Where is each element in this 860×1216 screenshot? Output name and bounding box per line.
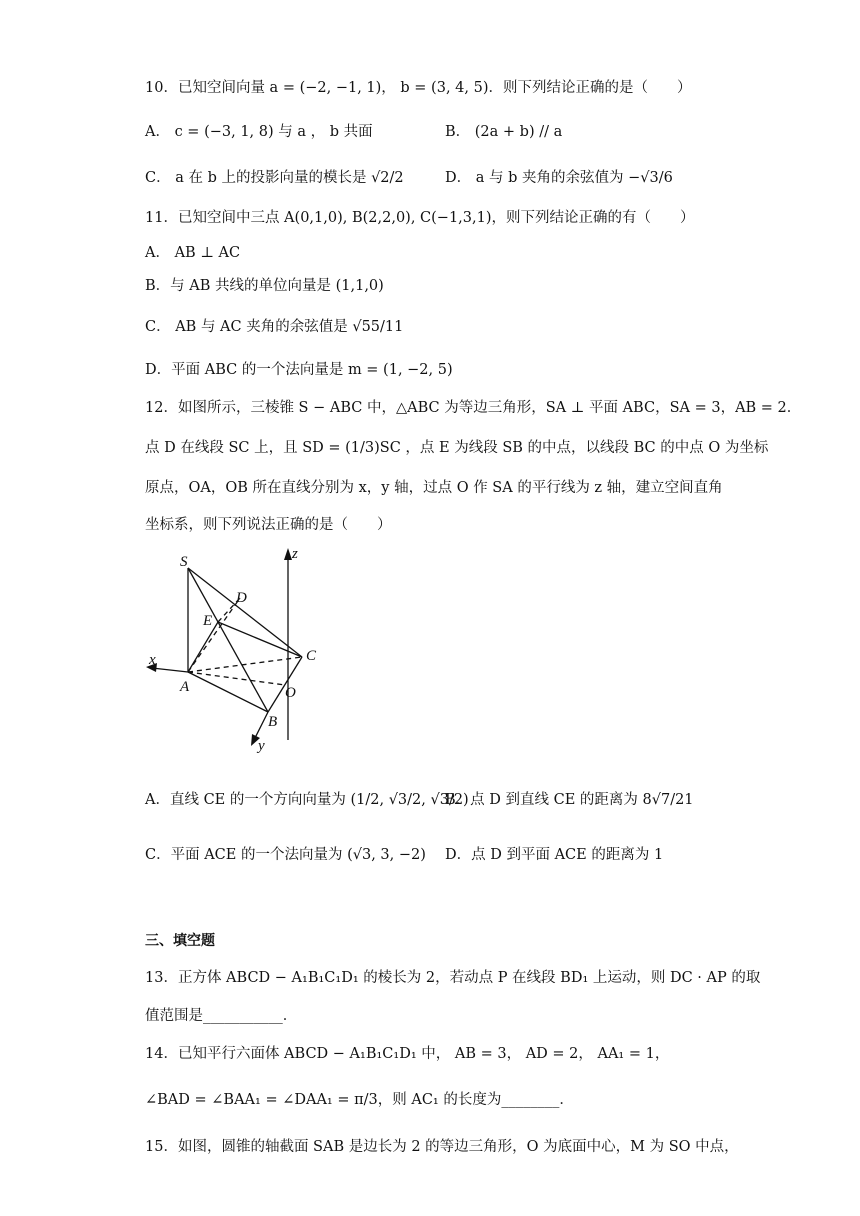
q10-option-d: D． a 与 b 夹角的余弦值为 −√3/6 xyxy=(445,170,673,186)
label-a: A xyxy=(180,679,190,695)
q12-option-c: C．平面 ACE 的一个法向量为 (√3, 3, −2) xyxy=(145,847,426,863)
label-z: z xyxy=(292,546,298,562)
q12-option-b: B．点 D 到直线 CE 的距离为 8√7/21 xyxy=(445,792,694,808)
q12-line-3: 原点，OA，OB 所在直线分别为 x，y 轴，过点 O 作 SA 的平行线为 z 轴，建立空间直角 xyxy=(145,480,723,496)
q12-line-1: 12．如图所示，三棱锥 S − ABC 中，△ABC 为等边三角形，SA ⊥ 平面 ABC，SA = 3，AB = 2． xyxy=(145,400,802,416)
q10-stem: 10．已知空间向量 a = (−2, −1, 1)， b = (3, 4, 5)．则下列结论正确的是（ ） xyxy=(145,80,692,96)
q14-line-2: ∠BAD = ∠BAA₁ = ∠DAA₁ = π/3，则 AC₁ 的长度为________． xyxy=(145,1092,574,1108)
z-arrow xyxy=(284,548,292,560)
label-x: x xyxy=(149,652,156,668)
q11-option-c: C． AB 与 AC 夹角的余弦值是 √55/11 xyxy=(145,319,404,335)
label-s: S xyxy=(180,554,188,570)
label-b: B xyxy=(268,714,278,730)
q10-option-c: C． a 在 b 上的投影向量的模长是 √2/2 xyxy=(145,170,404,186)
q11-option-d: D．平面 ABC 的一个法向量是 m = (1, −2, 5) xyxy=(145,362,453,378)
segment-ae xyxy=(188,622,218,672)
y-axis xyxy=(254,712,268,740)
pyramid-figure xyxy=(140,540,330,760)
q14-line-1: 14．已知平行六面体 ABCD − A₁B₁C₁D₁ 中， AB = 3， AD = 2， AA₁ = 1， xyxy=(145,1046,670,1062)
q15-line-1: 15．如图，圆锥的轴截面 SAB 是边长为 2 的等边三角形，O 为底面中心，M 为 SO 中点， xyxy=(145,1139,739,1155)
label-o: O xyxy=(285,685,296,701)
q13-line-1: 13．正方体 ABCD − A₁B₁C₁D₁ 的棱长为 2，若动点 P 在线段 BD₁ 上运动，则 DC · AP 的取 xyxy=(145,970,761,986)
q12-option-a: A．直线 CE 的一个方向向量为 (1/2, √3/2, √3/2) xyxy=(145,792,469,808)
q10-option-b: B． (2a + b) // a xyxy=(445,124,563,140)
label-d: D xyxy=(236,590,247,606)
label-y: y xyxy=(258,738,265,754)
q12-line-4: 坐标系，则下列说法正确的是（ ） xyxy=(145,517,392,533)
q12-option-d: D．点 D 到平面 ACE 的距离为 1 xyxy=(445,847,664,863)
q11-stem: 11．已知空间中三点 A(0,1,0), B(2,2,0), C(−1,3,1)，则下列结论正确的有（ ） xyxy=(145,210,695,226)
segment-ao xyxy=(188,672,285,685)
q11-option-b: B．与 AB 共线的单位向量是 (1,1,0) xyxy=(145,278,384,294)
segment-ec xyxy=(218,622,302,657)
q12-line-2: 点 D 在线段 SC 上，且 SD = (1/3)SC ，点 E 为线段 SB 的中点，以线段 BC 的中点 O 为坐标 xyxy=(145,440,769,456)
q10-option-a: A． c = (−3, 1, 8) 与 a ， b 共面 xyxy=(145,124,373,140)
section-title-fill-in: 三、填空题 xyxy=(145,933,215,949)
label-e: E xyxy=(203,613,213,629)
q11-option-a: A． AB ⊥ AC xyxy=(145,245,241,261)
segment-ad xyxy=(188,598,240,672)
x-axis xyxy=(152,668,188,672)
edge-sb xyxy=(188,568,268,712)
label-c: C xyxy=(306,648,317,664)
q13-line-2: 值范围是___________． xyxy=(145,1008,298,1024)
